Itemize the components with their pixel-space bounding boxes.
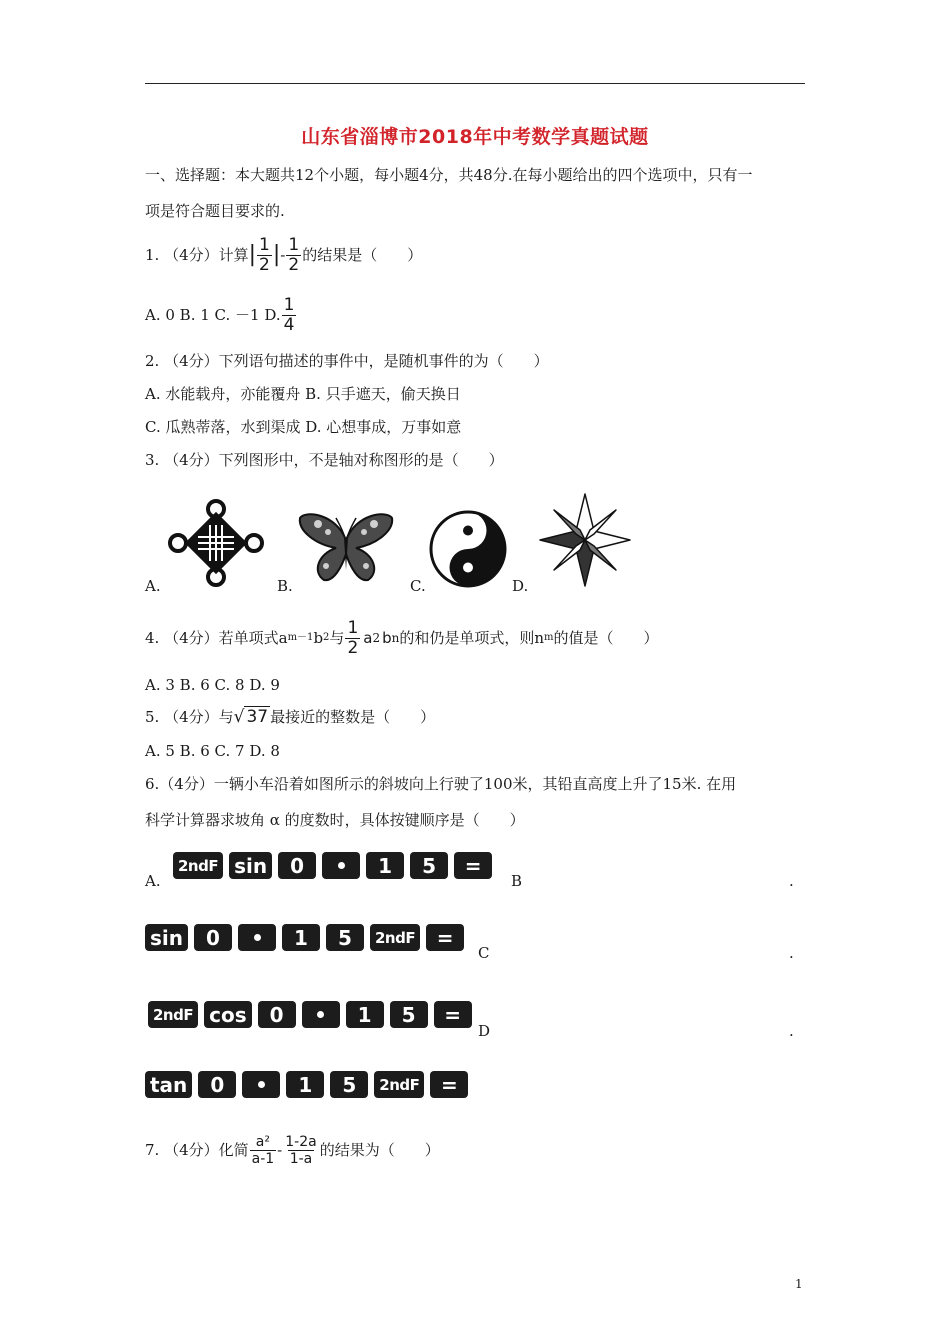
section-instructions-line2: 项是符合题目要求的.: [145, 202, 285, 220]
question-5: 5. （4分）与 √ 37 最接近的整数是（ ）: [145, 707, 436, 727]
q1-option-d-fraction: $\frac{1}{4}$: [283, 294, 295, 335]
q6-dot-2: .: [789, 944, 794, 962]
compass-star-figure: [536, 490, 634, 590]
calculator-key: 5: [330, 1071, 368, 1098]
question-2: 2. （4分）下列语句描述的事件中，是随机事件的为（ ）: [145, 352, 549, 370]
question-3: 3. （4分）下列图形中，不是轴对称图形的是（ ）: [145, 451, 504, 469]
calculator-key: =: [434, 1001, 472, 1028]
decimal-point-icon: [254, 934, 261, 941]
q6-option-c-label: C: [478, 944, 490, 962]
decimal-point-icon: [317, 1011, 324, 1018]
decimal-point-icon: [338, 862, 345, 869]
calculator-key: 1: [346, 1001, 384, 1028]
question-7: 7. （4分）化简 $\frac{\text{a²}}{a-1}$ - $\frac{1-2a}{1-a}$ 的结果为（ ）: [145, 1133, 440, 1167]
question-1-options: A. 0 B. 1 C. －1 D. $\frac{1}{4}$: [145, 294, 295, 335]
calculator-key: 1: [282, 924, 320, 951]
question-4-options: A. 3 B. 6 C. 8 D. 9: [145, 676, 280, 694]
butterfly-figure: [296, 510, 396, 586]
q6-key-sequence-c: [148, 1001, 472, 1028]
calculator-key: 2ndF: [173, 852, 223, 879]
calculator-key: [322, 852, 360, 879]
q7-fraction-1: $\frac{\text{a²}}{a-1}$: [251, 1133, 275, 1167]
q6-option-b-label: B: [511, 872, 523, 890]
q7-fraction-2: $\frac{1-2a}{1-a}$: [285, 1133, 317, 1167]
section-instructions-line1: 一、选择题：本大题共12个小题，每小题4分，共48分.在每小题给出的四个选项中，只有一: [145, 166, 753, 184]
q6-key-sequence-a: [173, 852, 492, 879]
q3-label-b: B.: [277, 577, 293, 595]
q6-dot-1: .: [789, 872, 794, 890]
q3-label-a: A.: [145, 577, 161, 595]
yin-yang-figure: [428, 509, 508, 589]
q6-option-a-label: A.: [145, 872, 161, 890]
calculator-key: =: [454, 852, 492, 879]
page-title: 山东省淄博市2018年中考数学真题试题: [301, 126, 649, 148]
calculator-key: 0: [278, 852, 316, 879]
question-1: 1. （4分）计算 | $\frac{1}{2}$ | - $\frac{1}{2}$ 的结果是（ ）: [145, 234, 423, 275]
calculator-key: 0: [258, 1001, 296, 1028]
calculator-key: [242, 1071, 280, 1098]
q4-fraction: $\frac{1}{2}$: [347, 617, 359, 658]
q3-label-d: D.: [512, 577, 529, 595]
calculator-key: 5: [390, 1001, 428, 1028]
q6-key-sequence-b: [145, 924, 464, 951]
calculator-key: 1: [286, 1071, 324, 1098]
calculator-key: 2ndF: [148, 1001, 198, 1028]
chinese-knot-figure: [168, 497, 264, 589]
q3-label-c: C.: [410, 577, 426, 595]
calculator-key: cos: [204, 1001, 252, 1028]
q6-dot-3: .: [789, 1022, 794, 1040]
header-rule: [145, 83, 805, 84]
calculator-key: [238, 924, 276, 951]
calculator-key: 0: [198, 1071, 236, 1098]
calculator-key: [302, 1001, 340, 1028]
calculator-key: tan: [145, 1071, 192, 1098]
calculator-key: 5: [410, 852, 448, 879]
q1-fraction-2: $\frac{1}{2}$: [288, 234, 300, 275]
calculator-key: sin: [229, 852, 272, 879]
calculator-key: 2ndF: [374, 1071, 424, 1098]
calculator-key: =: [430, 1071, 468, 1098]
q6-option-d-label: D: [478, 1022, 491, 1040]
page-number: 1: [795, 1277, 803, 1291]
calculator-key: 2ndF: [370, 924, 420, 951]
calculator-key: sin: [145, 924, 188, 951]
calculator-key: 0: [194, 924, 232, 951]
calculator-key: 5: [326, 924, 364, 951]
question-5-options: A. 5 B. 6 C. 7 D. 8: [145, 742, 280, 760]
question-2-options-ab: A. 水能载舟，亦能覆舟 B. 只手遮天，偷天换日: [145, 385, 461, 403]
question-6-line2: 科学计算器求坡角 α 的度数时，具体按键顺序是（ ）: [145, 811, 525, 829]
q5-sqrt: √ 37: [233, 707, 269, 727]
calculator-key: =: [426, 924, 464, 951]
calculator-key: 1: [366, 852, 404, 879]
question-6-line1: 6.（4分）一辆小车沿着如图所示的斜坡向上行驶了100米，其铅直高度上升了15米. 在用: [145, 775, 737, 793]
question-4: 4. （4分）若单项式a m－1 b 2 与 $\frac{1}{2}$ a 2 b n 的和仍是单项式，则n m 的值是（ ）: [145, 617, 659, 658]
question-2-options-cd: C. 瓜熟蒂落，水到渠成 D. 心想事成，万事如意: [145, 418, 462, 436]
decimal-point-icon: [258, 1081, 265, 1088]
q6-key-sequence-d: [145, 1071, 468, 1098]
q1-fraction-1: $\frac{1}{2}$: [259, 234, 270, 275]
